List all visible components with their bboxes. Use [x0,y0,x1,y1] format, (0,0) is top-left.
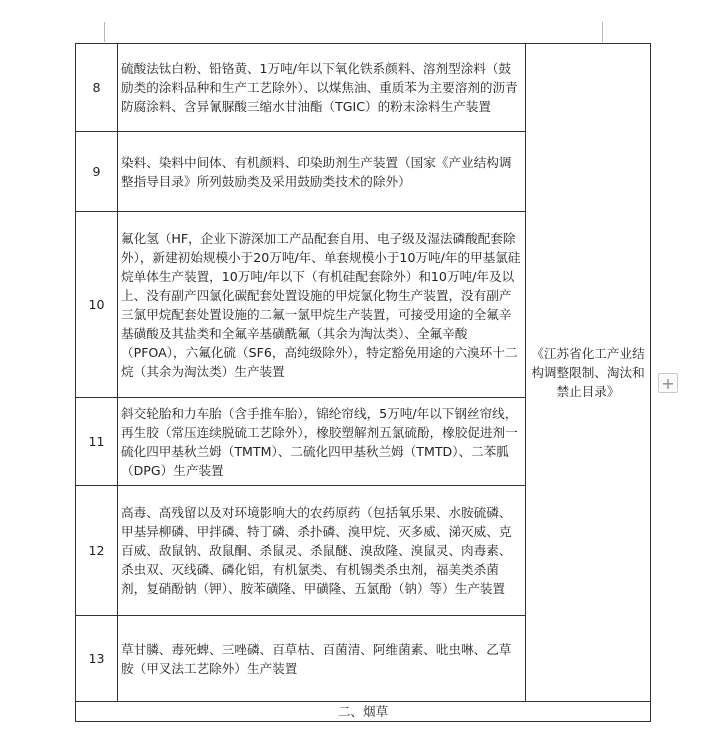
row-content-text: 高毒、高残留以及对环境影响大的农药原药（包括氧乐果、水胺硫磷、甲基异柳磷、甲拌磷、特丁磷、杀扑磷、溴甲烷、灭多威、涕灭威、克百威、敌鼠钠、敌鼠酮、杀鼠灵、杀鼠醚、溴敌隆、溴鼠灵、肉毒素、杀虫双、灭线磷、磷化铝，有机氯类、有机锡类杀虫剂，福美类杀菌剂，复硝酚钠（钾）、胺苯磺隆、甲磺隆、五氯酚（钠）等）生产装置 [121,505,512,596]
reference-cell [526,44,651,702]
row-content [118,486,526,616]
row-number: 10 [76,212,118,398]
row-content-text: 染料、染料中间体、有机颜料、印染助剂生产装置（国家《产业结构调整指导目录》所列鼓励类及采用鼓励类技术的除外） [121,154,512,189]
row-content [118,132,526,212]
reference-text: 《江苏省化工产业结构调整限制、淘汰和禁止目录》 [531,346,645,399]
row-content-text: 硫酸法钛白粉、铅铬黄、1万吨/年以下氧化铁系颜料、溶剂型涂料（鼓励类的涂料品种和生产工艺除外）、以煤焦油、重质苯为主要溶剂的沥青防腐涂料、含异氰脲酸三缩水甘油酯（TGIC）的粉末涂料生产装置 [121,61,518,114]
page-margin-mark-right [602,22,603,42]
plus-icon: + [661,374,675,393]
catalog-table [75,43,651,722]
row-content [118,212,526,398]
page-margin-mark-left [104,22,105,42]
row-content-text: 斜交轮胎和力车胎（含手推车胎），锦纶帘线，5万吨/年以下钢丝帘线，再生胶（常压连续脱硫工艺除外），橡胶塑解剂五氯硫酚，橡胶促进剂一硫化四甲基秋兰姆（TMTM）、二硫化四甲基秋兰姆（TMTD）、二苯胍（DPG）生产装置 [121,405,518,478]
row-content [118,44,526,132]
row-content-text: 氟化氢（HF，企业下游深加工产品配套自用、电子级及湿法磷酸配套除外），新建初始规模小于20万吨/年、单套规模小于10万吨/年的甲基氯硅烷单体生产装置，10万吨/年以下（有机硅配套除外）和10万吨/年及以上、没有副产四氯化碳配套处置设施的甲烷氯化物生产装置，没有副产三氯甲烷配套处置设施的二氟一氯甲烷生产装置，可接受用途的全氟辛基磺酸及其盐类和全氟辛基磺酰氟（其余为淘汰类）、全氟辛酸（PFOA），六氟化硫（SF6，高纯级除外），特定豁免用途的六溴环十二烷（其余为淘汰类）生产装置 [121,230,521,379]
row-content [118,398,526,486]
section-header-row [76,702,651,722]
row-number: 13 [76,616,118,702]
row-number: 12 [76,486,118,616]
row-number: 9 [76,132,118,212]
section-header: 二、烟草 [76,702,651,722]
row-content [118,616,526,702]
add-row-button[interactable] [658,373,678,393]
row-number: 11 [76,398,118,486]
row-content-text: 草甘膦、毒死蜱、三唑磷、百草枯、百菌清、阿维菌素、吡虫啉、乙草胺（甲叉法工艺除外）生产装置 [121,641,512,676]
table-row [76,44,651,132]
row-number: 8 [76,44,118,132]
